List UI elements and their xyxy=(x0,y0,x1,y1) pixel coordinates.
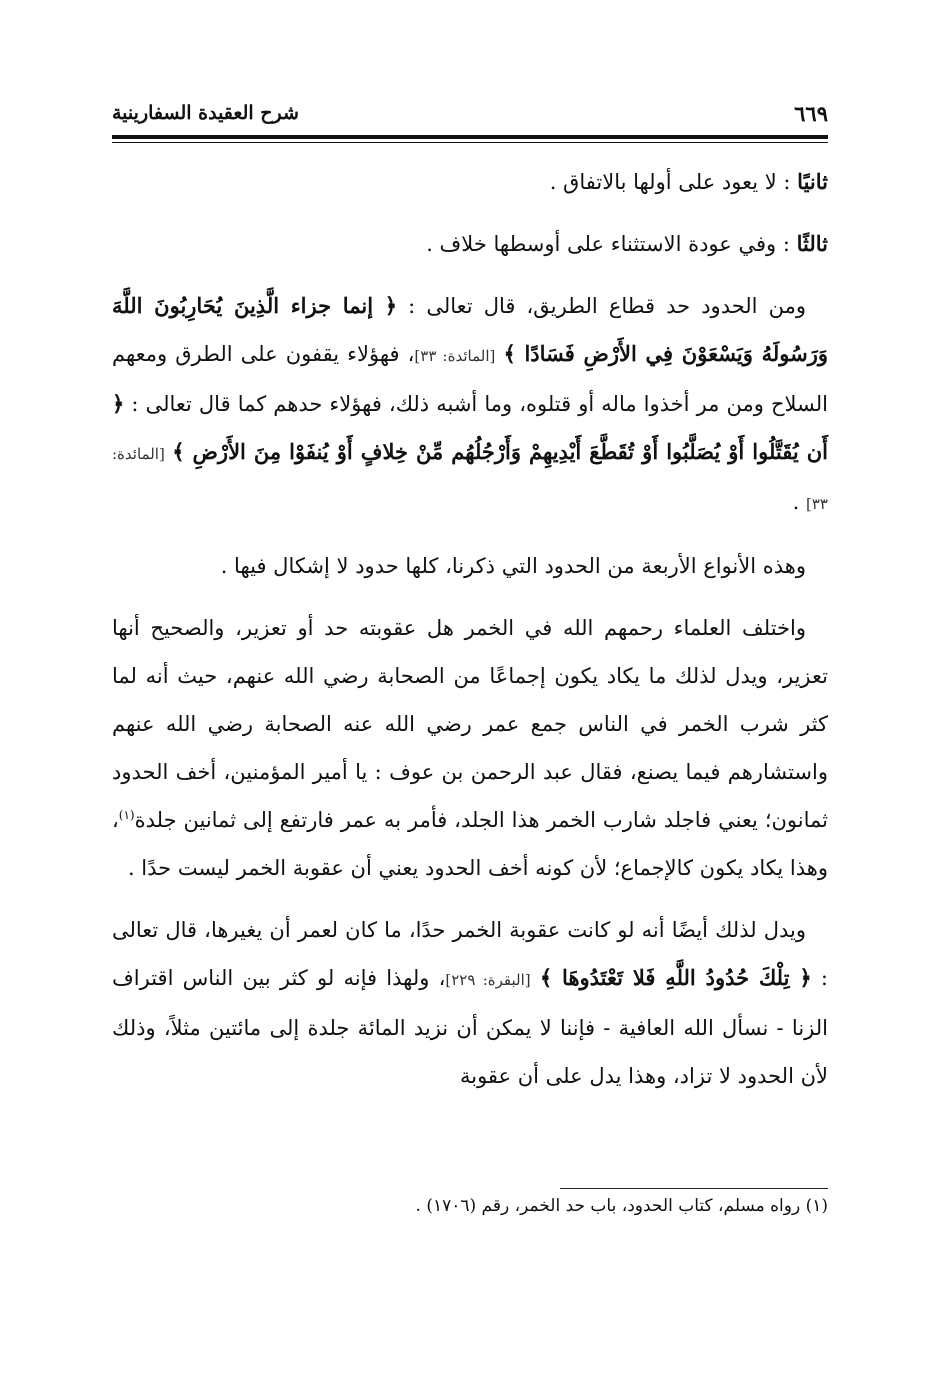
quran-verse: ﴿ أَن يُقَتَّلُوا أَوْ يُصَلَّبُوا أَوْ تُقَطَّعَ أَيْدِيهِمْ وَأَرْجُلُهُم مِّنْ خِلافٍ أَوْ يُنفَوْا مِنَ الأَرْضِ ﴾ xyxy=(112,391,828,464)
paragraph-four-types xyxy=(112,542,828,590)
paragraph-text: ، فهؤلاء يقفون على الطرق ومعهم السلاح ومن مر أخذوا ماله أو قتلوه، وما أشبه ذلك، فهؤلاء حدهم كما قال تعالى : xyxy=(112,342,828,416)
paragraph-text: : وفي عودة الاستثناء على أوسطها خلاف . xyxy=(426,232,790,256)
paragraph-text: ، وهذا يكاد يكون كالإجماع؛ لأن كونه أخف الحدود يعني أن عقوبة الخمر ليست حدًا . xyxy=(112,808,828,880)
verse-reference: [المائدة: ٣٣] xyxy=(414,347,496,365)
paragraph-text: وهذه الأنواع الأربعة من الحدود التي ذكرنا، كلها حدود لا إشكال فيها . xyxy=(220,554,806,578)
paragraph-text: : لا يعود على أولها بالاتفاق . xyxy=(549,170,791,194)
header-rule-thin xyxy=(112,142,828,143)
quran-verse: ﴿ إنما جزاء الَّذِينَ يُحَارِبُونَ اللَّهَ وَرَسُولَهُ وَيَسْعَوْنَ فِي الأَرْضِ فَسَادًا ﴾ xyxy=(112,293,829,366)
paragraph-text: ويدل لذلك أيضًا أنه لو كانت عقوبة الخمر حدًا، ما كان لعمر أن يغيرها، قال تعالى : xyxy=(112,918,828,990)
footnote-marker[interactable]: (١) xyxy=(118,808,135,822)
paragraph-wine-punishment xyxy=(112,604,828,892)
paragraph-text: واختلف العلماء رحمهم الله في الخمر هل عقوبته حد أو تعزير، والصحيح أنها تعزير، ويدل لذلك ما يكاد يكون إجماعًا من الصحابة رضي الله عنهم، حيث أنه لما كثر شرب الخمر في الناس جمع عمر رضي الله عنه الصحابة رضي الله عنهم واستشارهم فيما يصنع، فقال عبد الرحمن بن عوف : يا أمير المؤمنين، أخف الحدود ثمانون؛ يعني فاجلد شارب الخمر هذا الجلد، فأمر به عمر فارتفع إلى ثمانين جلدة xyxy=(112,616,828,832)
header-rule-thick xyxy=(112,135,828,139)
paragraph-text: ومن الحدود حد قطاع الطريق، قال تعالى : xyxy=(408,294,806,318)
paragraph-lead: ثالثًا xyxy=(796,231,828,256)
body-text xyxy=(112,158,828,1114)
verse-reference: [البقرة: ٢٢٩] xyxy=(445,971,531,989)
paragraph-lead: ثانيًا xyxy=(797,169,828,194)
page-number: ٦٦٩ xyxy=(794,100,828,126)
footnote-divider xyxy=(560,1188,828,1189)
footnote: (١) رواه مسلم، كتاب الحدود، باب حد الخمر، رقم (١٧٠٦) . xyxy=(415,1196,828,1216)
verse-reference: [المائدة: ٣٣] xyxy=(112,445,828,513)
paragraph-thirdly xyxy=(112,220,828,268)
running-title: شرح العقيدة السفارينية xyxy=(112,102,299,124)
paragraph-highway-robbery xyxy=(112,282,828,528)
paragraph-evidence xyxy=(112,906,828,1100)
page-header xyxy=(112,96,828,130)
quran-verse: ﴿ تِلْكَ حُدُودُ اللَّهِ فَلا تَعْتَدُوهَا ﴾ xyxy=(539,965,812,990)
paragraph-text: . xyxy=(792,490,800,514)
paragraph-secondly xyxy=(112,158,828,206)
paragraph-text: ، ولهذا فإنه لو كثر بين الناس اقتراف الزنا - نسأل الله العافية - فإننا لا يمكن أن نزيد المائة جلدة إلى مائتين مثلاً، وذلك لأن الحدود لا تزاد، وهذا يدل على أن عقوبة xyxy=(112,966,828,1088)
